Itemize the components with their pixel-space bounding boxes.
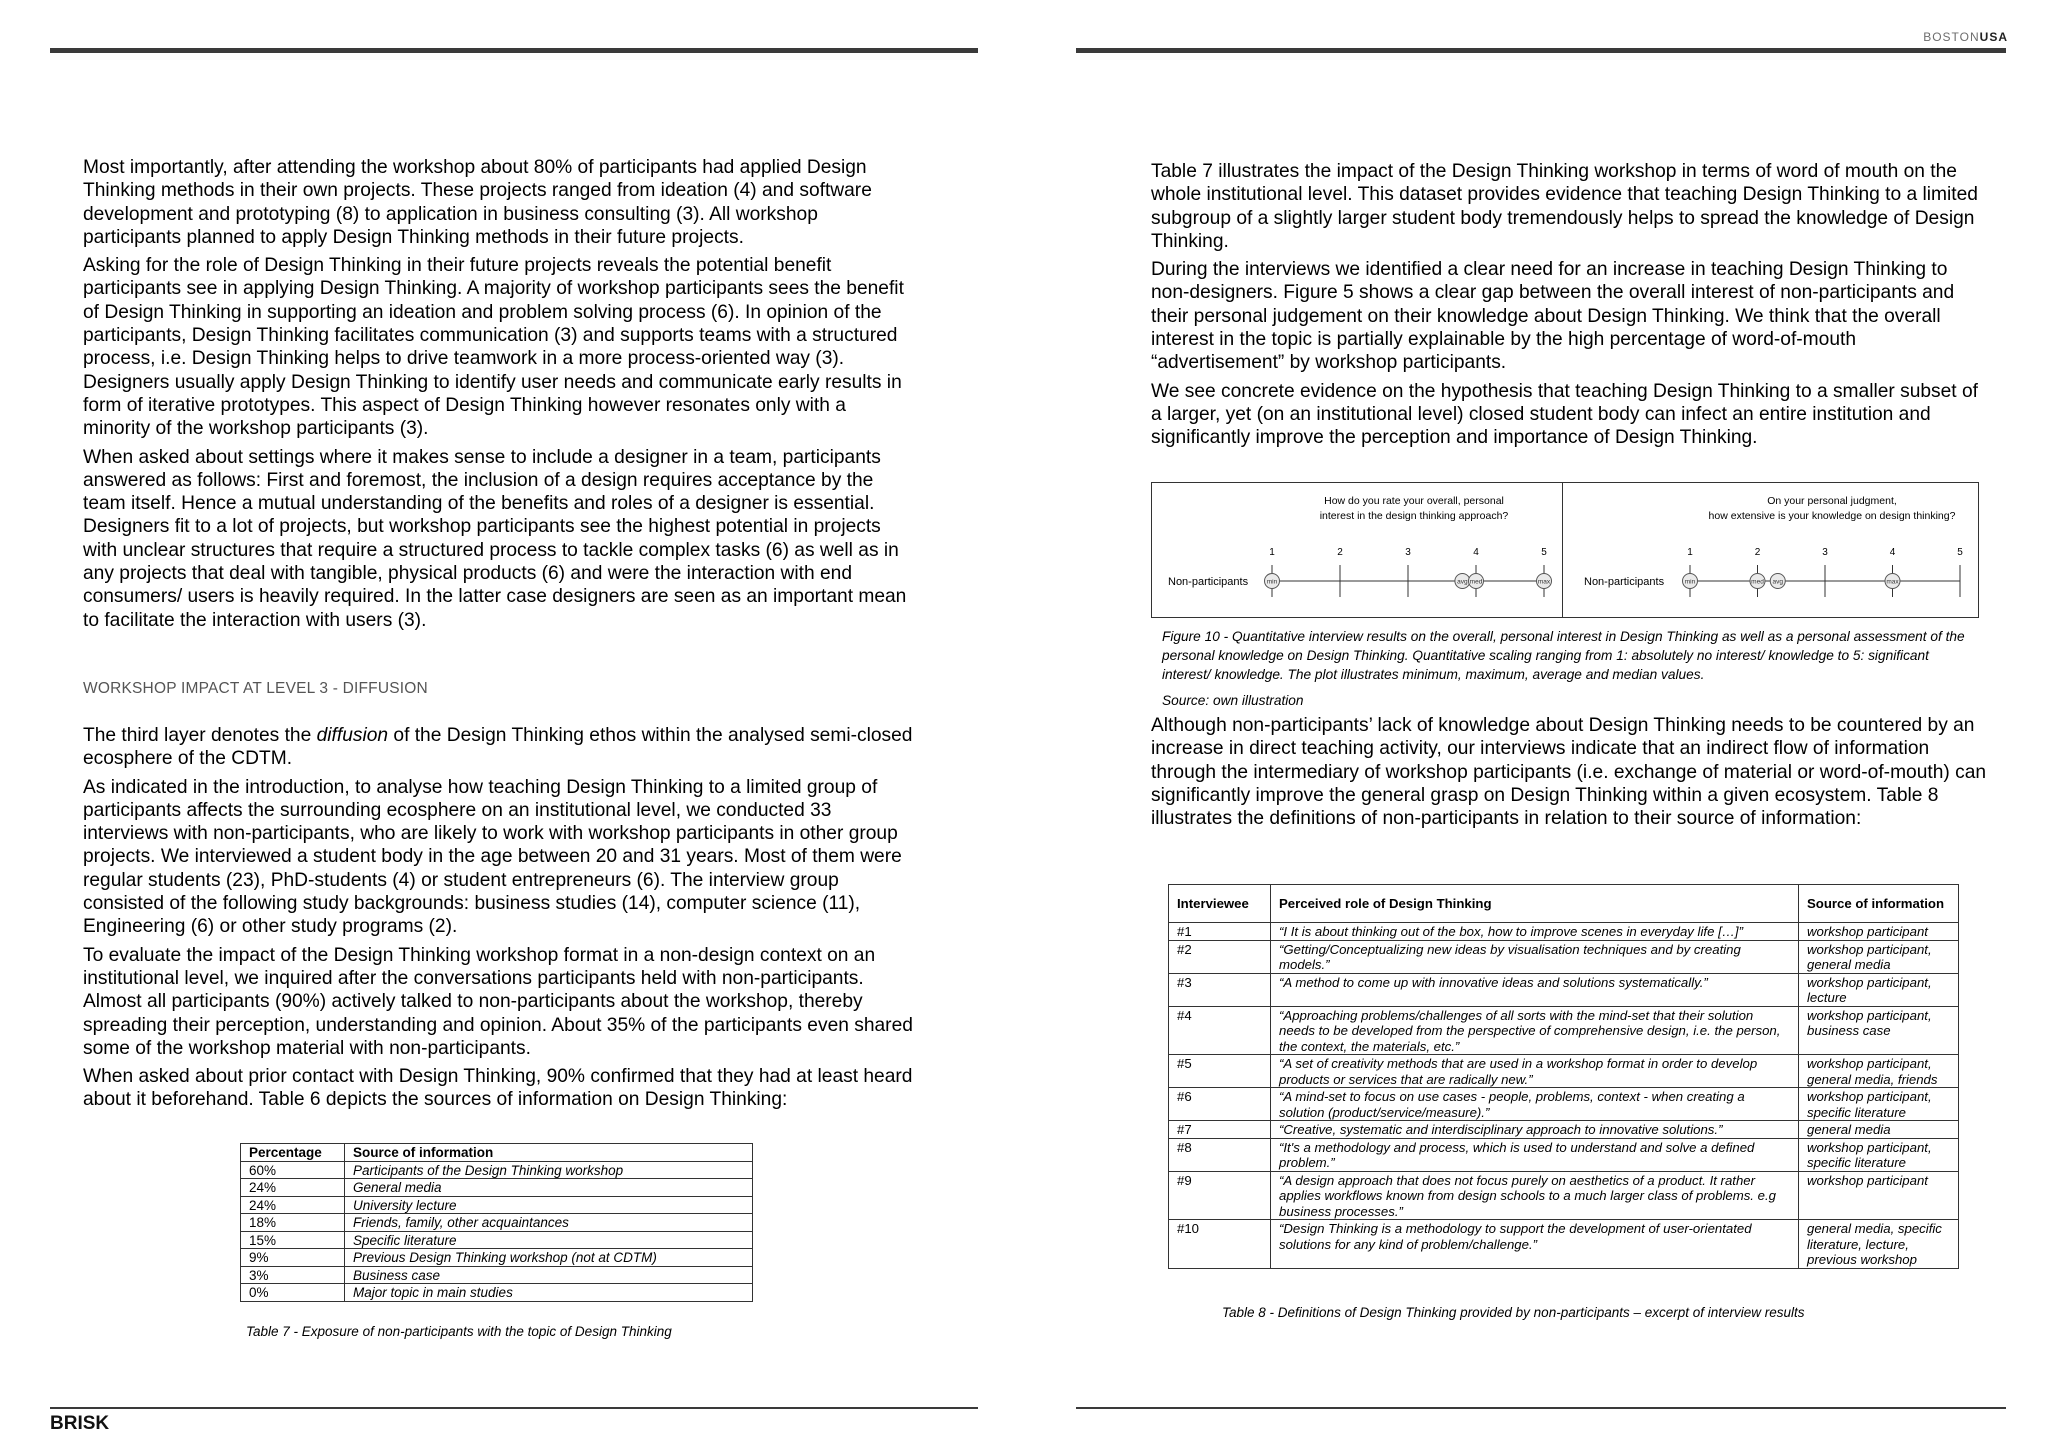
paragraph: Most importantly, after attending the workshop about 80% of participants had applied Design Thinking methods in their own projects. These projects ranged from ideation (4) and software development and prototyping (8) to application in business consulting (3). All workshop participants planned to apply Design Thinking methods in their future projects. (83, 157, 872, 248)
table-header-row (1169, 885, 1959, 923)
table-cell: 15% (241, 1231, 345, 1249)
figure-10 (1151, 482, 1979, 618)
table-row (241, 1196, 753, 1214)
chart-marker-label: max (1537, 578, 1551, 586)
table-cell: Previous Design Thinking workshop (not at CDTM) (345, 1249, 753, 1267)
table-cell: “A method to come up with innovative ideas and solutions systematically.” (1271, 973, 1799, 1006)
table-7-caption: Table 7 - Exposure of non-participants with the topic of Design Thinking (246, 1324, 672, 1339)
table-cell: general media (1799, 1121, 1959, 1139)
table-cell: #7 (1169, 1121, 1271, 1139)
chart-marker-label: avg (1457, 578, 1468, 586)
table-cell: 0% (241, 1284, 345, 1302)
chart-tick-label: 5 (1957, 547, 1963, 558)
table-cell: #4 (1169, 1006, 1271, 1055)
table-row (241, 1284, 753, 1302)
table-row (241, 1179, 753, 1197)
chart-title: interest in the design thinking approach? (1319, 510, 1509, 522)
paragraph: Table 7 illustrates the impact of the Design Thinking workshop in terms of word of mouth on the whole institutional level. This dataset provides evidence that teaching Design Thinking to a limited subgroup of a slightly larger student body tremendously helps to spread the knowledge of Design Thinking. (1151, 161, 1978, 252)
table-cell: #8 (1169, 1138, 1271, 1171)
table-row (1169, 1138, 1959, 1171)
brand-boston-usa: BOSTONUSA (1923, 30, 2008, 44)
left-column-lower (83, 724, 918, 1117)
left-column (83, 156, 918, 637)
top-rule-left (50, 48, 978, 53)
table-cell: workshop participant, lecture (1799, 973, 1959, 1006)
table-cell: “Getting/Conceptualizing new ideas by visualisation techniques and by creating models.” (1271, 940, 1799, 973)
chart-tick-label: 2 (1754, 547, 1761, 558)
brand-logo: BRISK (50, 1413, 110, 1434)
table-cell: Participants of the Design Thinking workshop (345, 1161, 753, 1179)
paragraph: When asked about prior contact with Design Thinking, 90% confirmed that they had at least heard about it beforehand. Table 6 depicts the sources of information on Design Thinking: (83, 1066, 913, 1111)
table-cell: “Creative, systematic and interdisciplinary approach to innovative solutions.” (1271, 1121, 1799, 1139)
paragraph: To evaluate the impact of the Design Thinking workshop format in a non-design context on an institutional level, we inquired after the conversations participants held with non-participants. Almost all participants (90%) actively talked to non-participants about the workshop, thereby spreading their perception, understanding and opinion. About 35% of the participants even shared some of the workshop material with non-participants. (83, 944, 913, 1059)
chart-tick-label: 4 (1889, 547, 1896, 558)
chart-marker-label: min (1684, 578, 1696, 586)
table-cell: “Design Thinking is a methodology to support the development of user-orientated solutions for any kind of problem/challenge.” (1271, 1220, 1799, 1269)
paragraph: During the interviews we identified a clear need for an increase in teaching Design Thinking to non-designers. Figure 5 shows a clear gap between the overall interest of non-participants and their personal judgement on their knowledge about Design Thinking. We think that the overall interest in the topic is partially explainable by the high percentage of word-of-mouth “advertisement” by workshop participants. (1151, 259, 1955, 374)
table-cell: workshop participant, specific literature (1799, 1138, 1959, 1171)
table-header-cell: Percentage (241, 1144, 345, 1162)
table-cell: 9% (241, 1249, 345, 1267)
section-heading: WORKSHOP IMPACT AT LEVEL 3 - DIFFUSION (83, 680, 428, 697)
table-row (1169, 1220, 1959, 1269)
chart-title: how extensive is your knowledge on design thinking? (1708, 510, 1956, 522)
table-row (241, 1249, 753, 1267)
table-cell: “It's a methodology and process, which is used to understand and solve a defined problem.” (1271, 1138, 1799, 1171)
table-cell: 60% (241, 1161, 345, 1179)
table-cell: General media (345, 1179, 753, 1197)
chart-row-label: Non-participants (1584, 576, 1665, 588)
table-row (1169, 1171, 1959, 1220)
figure-10-chart (1152, 483, 1978, 617)
table-cell: #9 (1169, 1171, 1271, 1220)
table-cell: Major topic in main studies (345, 1284, 753, 1302)
table-cell: “I It is about thinking out of the box, how to improve scenes in everyday life […]” (1271, 923, 1799, 941)
table-header-cell: Interviewee (1169, 885, 1271, 923)
top-rule-right (1076, 48, 2006, 53)
table-cell: #3 (1169, 973, 1271, 1006)
chart-marker-label: avg (1772, 578, 1783, 586)
table-row (1169, 1121, 1959, 1139)
bottom-rule-right (1076, 1407, 2006, 1409)
table-cell: workshop participant (1799, 1171, 1959, 1220)
table-row (1169, 923, 1959, 941)
table-7 (240, 1143, 753, 1302)
table-cell: #5 (1169, 1055, 1271, 1088)
table-cell: workshop participant, general media, friends (1799, 1055, 1959, 1088)
table-cell: workshop participant (1799, 923, 1959, 941)
table-cell: “A mind-set to focus on use cases - people, problems, context - when creating a solution (product/service/measure).” (1271, 1088, 1799, 1121)
chart-marker-label: max (1886, 578, 1899, 586)
paragraph: As indicated in the introduction, to analyse how teaching Design Thinking to a limited group of participants affects the surrounding ecosphere on an institutional level, we conducted 33 interviews with non-participants, who are likely to work with workshop participants in other group projects. We interviewed a student body in the age between 20 and 31 years. Most of them were regular students (23), PhD-students (4) or student entrepreneurs (6). The interview group consisted of the following study backgrounds: business studies (14), computer science (11), Engineering (6) or other study programs (2). (83, 776, 902, 938)
chart-tick-label: 1 (1269, 547, 1275, 558)
table-cell: 24% (241, 1179, 345, 1197)
table-row (1169, 940, 1959, 973)
table-cell: Friends, family, other acquaintances (345, 1214, 753, 1232)
table-row (1169, 1055, 1959, 1088)
table-cell: “Approaching problems/challenges of all sorts with the mind-set that their solution needs to be developed from the perspective of comprehensive design, i.e. the person, the context, the materials, etc.” (1271, 1006, 1799, 1055)
table-row (241, 1214, 753, 1232)
table-cell: workshop participant, general media (1799, 940, 1959, 973)
figure-10-caption (1162, 627, 1977, 710)
chart-tick-label: 3 (1822, 547, 1828, 558)
chart-marker-label: med (1751, 578, 1764, 586)
table-cell: #10 (1169, 1220, 1271, 1269)
paragraph: We see concrete evidence on the hypothesis that teaching Design Thinking to a smaller subset of a larger, yet (on an institutional level) closed student body can infect an entire institution and significantly improve the perception and importance of Design Thinking. (1151, 380, 1978, 449)
chart-tick-label: 3 (1405, 547, 1411, 558)
table-cell: 3% (241, 1266, 345, 1284)
chart-marker-label: min (1266, 578, 1278, 586)
chart-tick-label: 4 (1473, 547, 1479, 558)
chart-row-label: Non-participants (1168, 576, 1249, 588)
table-header-cell: Perceived role of Design Thinking (1271, 885, 1799, 923)
table-cell: Business case (345, 1266, 753, 1284)
table-row (241, 1266, 753, 1284)
table-8 (1168, 884, 1959, 1269)
bottom-rule-left (50, 1407, 978, 1409)
table-header-cell: Source of information (1799, 885, 1959, 923)
chart-tick-label: 5 (1541, 547, 1547, 558)
right-column-lower (1151, 714, 1991, 835)
paragraph: When asked about settings where it makes sense to include a designer in a team, participants answered as follows: First and foremost, the inclusion of a design requires acceptance by the team itself. Hence a mutual understanding of the benefits and roles of a designer is essential. Designers fit to a lot of projects, but workshop participants see the highest potential in projects with unclear structures that require a structured process to tackle complex tasks (6) as well as in any projects that deal with tangible, physical products (6) and were the interaction with end consumers/ users is heavily required. In the latter case designers are seen as an important mean to facilitate the interaction with users (3). (83, 446, 907, 631)
paragraph: Although non-participants’ lack of knowledge about Design Thinking needs to be countered by an increase in direct teaching activity, our interviews indicate that an indirect flow of information through the intermediary of workshop participants (i.e. exchange of material or word-of-mouth) can significantly improve the general grasp on Design Thinking within a given ecosystem. Table 8 illustrates the definitions of non-participants in relation to their source of information: (1151, 715, 1987, 830)
table-cell: #1 (1169, 923, 1271, 941)
table-row (241, 1161, 753, 1179)
figure-caption-text: Figure 10 - Quantitative interview results on the overall, personal interest in Design Thinking as well as a personal assessment of the personal knowledge on Design Thinking. Quantitative scaling ranging from 1: absolutely no interest/ knowledge to 5: significant interest/ knowledge. The plot illustrates minimum, maximum, average and median values. (1162, 629, 1965, 682)
chart-tick-label: 1 (1687, 547, 1693, 558)
table-cell: #6 (1169, 1088, 1271, 1121)
chart-tick-label: 2 (1337, 547, 1343, 558)
table-cell: 18% (241, 1214, 345, 1232)
table-row (1169, 1088, 1959, 1121)
table-cell: University lecture (345, 1196, 753, 1214)
chart-title: On your personal judgment, (1767, 495, 1897, 507)
table-cell: workshop participant, specific literature (1799, 1088, 1959, 1121)
table-row (241, 1231, 753, 1249)
table-row (1169, 973, 1959, 1006)
chart-title: How do you rate your overall, personal (1324, 495, 1504, 507)
table-cell: general media, specific literature, lecture, previous workshop (1799, 1220, 1959, 1269)
paragraph: The third layer denotes the diffusion of the Design Thinking ethos within the analysed semi-closed ecosphere of the CDTM. (83, 725, 913, 770)
table-cell: 24% (241, 1196, 345, 1214)
table-cell: “A design approach that does not focus purely on aesthetics of a product. It rather applies workflows known from design schools to a much larger class of problems. e.g business processes.” (1271, 1171, 1799, 1220)
table-8-caption: Table 8 - Definitions of Design Thinking provided by non-participants – excerpt of interview results (1222, 1305, 1805, 1320)
figure-source: Source: own illustration (1162, 693, 1304, 708)
table-header-row (241, 1144, 753, 1162)
table-row (1169, 1006, 1959, 1055)
table-header-cell: Source of information (345, 1144, 753, 1162)
table-cell: workshop participant, business case (1799, 1006, 1959, 1055)
table-cell: #2 (1169, 940, 1271, 973)
table-cell: “A set of creativity methods that are used in a workshop format in order to develop products or services that are radically new.” (1271, 1055, 1799, 1088)
table-cell: Specific literature (345, 1231, 753, 1249)
right-column (1151, 160, 1991, 455)
chart-marker-label: med (1469, 578, 1483, 586)
paragraph: Asking for the role of Design Thinking in their future projects reveals the potential benefit participants see in applying Design Thinking. A majority of workshop participants sees the benefit of Design Thinking in supporting an ideation and problem solving process (6). In opinion of the participants, Design Thinking facilitates communication (3) and supports teams with a structured process, i.e. Design Thinking helps to drive teamwork in a more process-oriented way (3). Designers usually apply Design Thinking to identify user needs and communicate early results in form of iterative prototypes. This aspect of Design Thinking however resonates only with a minority of the workshop participants (3). (83, 255, 904, 440)
